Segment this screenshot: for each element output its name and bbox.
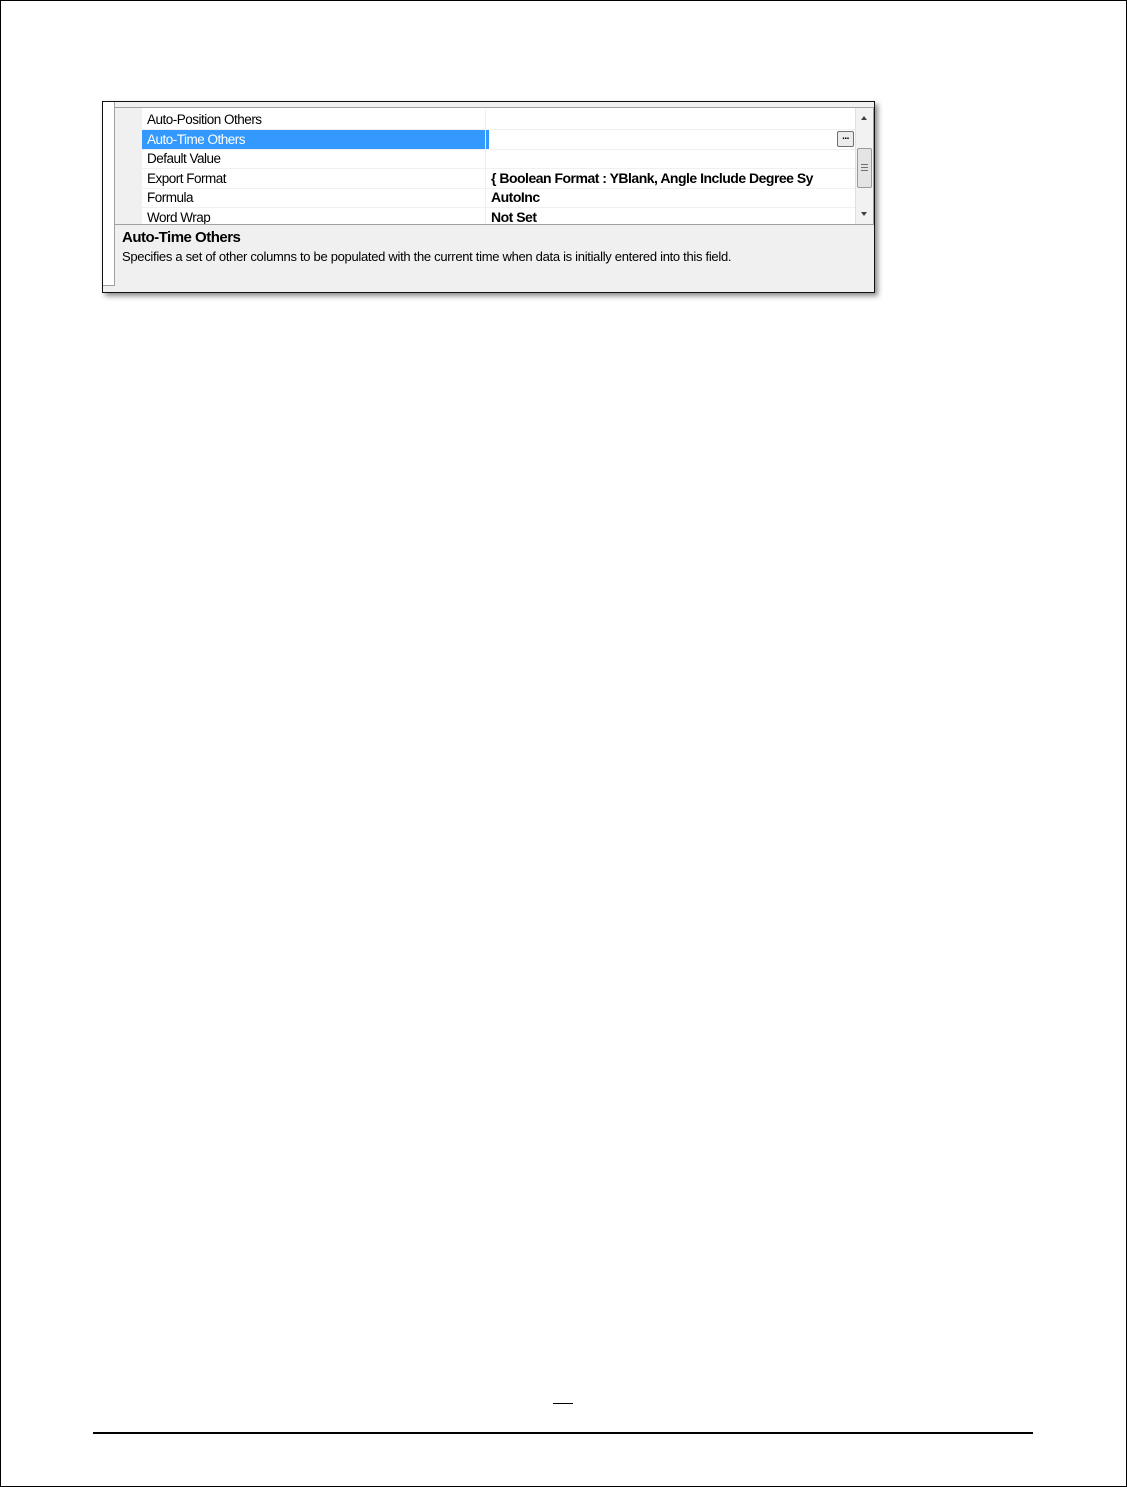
property-value[interactable] <box>485 110 858 130</box>
vertical-scrollbar[interactable] <box>855 108 873 224</box>
page-number-underline <box>553 1403 573 1404</box>
row-gutter <box>115 108 142 224</box>
property-value[interactable]: AutoInc <box>485 188 858 208</box>
scroll-up-arrow-icon[interactable] <box>861 116 867 120</box>
description-text: Specifies a set of other columns to be populated with the current time when data is initially entered into this field. <box>122 249 732 264</box>
property-value[interactable]: Not Set <box>485 208 858 225</box>
grip-line <box>861 167 868 168</box>
property-value[interactable] <box>485 130 858 150</box>
property-name[interactable]: Export Format <box>142 169 489 189</box>
grip-line <box>861 164 868 165</box>
property-name[interactable]: Auto-Position Others <box>142 110 489 130</box>
ellipsis-button[interactable]: ... <box>837 131 854 147</box>
scroll-down-arrow-icon[interactable] <box>861 212 867 216</box>
property-row-formula[interactable] <box>142 188 852 207</box>
property-row-default-value[interactable] <box>142 149 852 168</box>
scroll-thumb[interactable] <box>857 148 872 188</box>
property-grid-screenshot <box>102 101 875 293</box>
grip-line <box>861 170 868 171</box>
category-gutter <box>103 102 115 286</box>
property-value[interactable]: { Boolean Format : YBlank, Angle Include Degree Sy <box>485 169 858 189</box>
property-value[interactable] <box>485 149 858 169</box>
property-row-word-wrap[interactable] <box>142 208 852 225</box>
property-row-auto-position-others[interactable] <box>142 110 852 129</box>
property-name[interactable]: Word Wrap <box>142 208 489 225</box>
property-name[interactable]: Auto-Time Others <box>142 130 489 150</box>
description-pane <box>115 226 873 292</box>
property-name[interactable]: Formula <box>142 188 489 208</box>
description-title: Auto-Time Others <box>122 229 241 246</box>
property-row-auto-time-others[interactable] <box>142 130 852 149</box>
property-row-export-format[interactable] <box>142 169 852 188</box>
property-grid[interactable] <box>115 107 874 225</box>
property-name[interactable]: Default Value <box>142 149 489 169</box>
footer-rule <box>93 1432 1033 1434</box>
